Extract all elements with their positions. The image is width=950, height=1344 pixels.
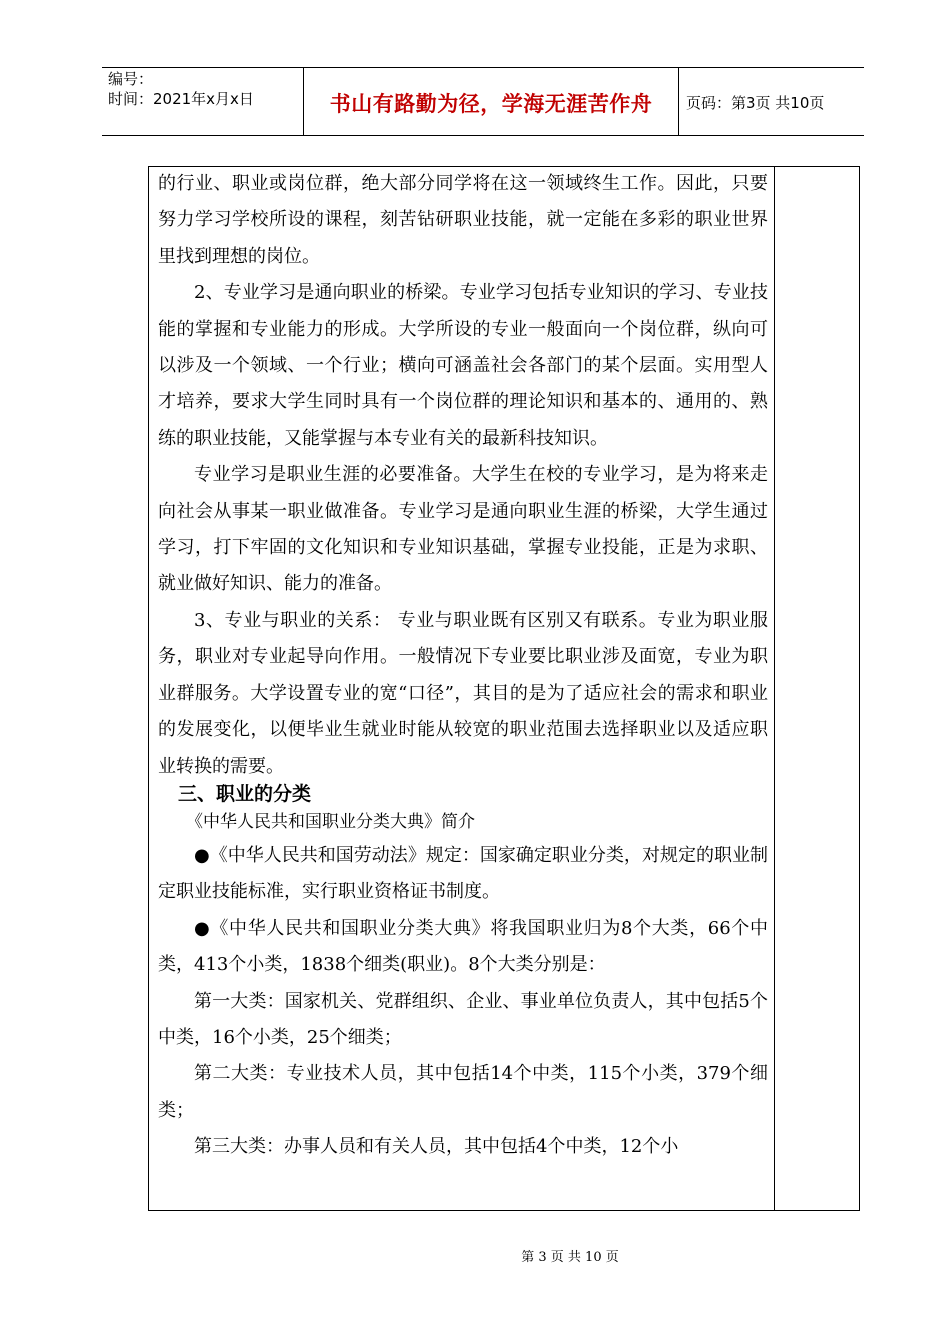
paragraph: 第三大类：办事人员和有关人员，其中包括4个中类，12个小 <box>194 1136 679 1158</box>
section-heading: 三、职业的分类 <box>178 782 312 805</box>
time-label: 时间：2021年x月x日 <box>108 90 254 108</box>
header-meta <box>108 69 254 109</box>
page-code: 页码：第3页 共10页 <box>686 94 825 112</box>
paragraph: 的行业、职业或岗位群，绝大部分同学将在这一领域终生工作。因此，只要努力学习学校所设的课程，刻苦钻研职业技能，就一定能在多彩的职业世界里找到理想的岗位。 <box>158 173 768 267</box>
paragraph: ●《中华人民共和国劳动法》规定：国家确定职业分类，对规定的职业制定职业技能标准，实行职业资格证书制度。 <box>158 844 768 903</box>
header-top-rule <box>102 67 864 68</box>
page-header <box>0 0 950 140</box>
header-divider <box>678 67 679 135</box>
paragraph: ●《中华人民共和国职业分类大典》将我国职业归为8个大类，66个中类，413个小类，1838个细类(职业)。8个大类分别是： <box>158 917 768 976</box>
header-bottom-rule <box>102 135 864 136</box>
paragraph: 2、专业学习是通向职业的桥梁。专业学习包括专业知识的学习、专业技能的掌握和专业能力的形成。大学所设的专业一般面向一个岗位群，纵向可以涉及一个领域、一个行业；横向可涵盖社会各部门的某个层面。实用型人才培养，要求大学生同时具有一个岗位群的理论知识和基本的、通用的、熟练的职业技能，又能掌握与本专业有关的最新科技知识。 <box>158 282 768 449</box>
paragraph: 第二大类：专业技术人员，其中包括14个中类，115个小类，379个细类； <box>158 1063 768 1121</box>
subheading: 《中华人民共和国职业分类大典》简介 <box>186 811 475 832</box>
footer-page-number: 第 3 页 共 10 页 <box>521 1250 619 1265</box>
page-footer <box>0 1246 950 1265</box>
paragraph: 专业学习是职业生涯的必要准备。大学生在校的专业学习，是为将来走向社会从事某一职业做准备。专业学习是通向职业生涯的桥梁，大学生通过学习，打下牢固的文化知识和专业知识基础，掌握专业投能，正是为求职、就业做好知识、能力的准备。 <box>158 464 768 595</box>
paragraph: 3、专业与职业的关系： 专业与职业既有区别又有联系。专业为职业服务，职业对专业起导向作用。一般情况下专业要比职业涉及面宽，专业为职业群服务。大学设置专业的宽“口径”，其目的是为了适应社会的需求和职业的发展变化，以便毕业生就业时能从较宽的职业范围去选择职业以及适应职业转换的需要。 <box>158 609 768 777</box>
table-column-divider <box>774 166 775 1211</box>
paragraph: 第一大类：国家机关、党群组织、企业、事业单位负责人，其中包括5个中类，16个小类，25个细类； <box>158 990 768 1048</box>
header-motto: 书山有路勤为径，学海无涯苦作舟 <box>329 92 653 116</box>
serial-label: 编号： <box>108 70 154 88</box>
document-body <box>158 166 768 1166</box>
